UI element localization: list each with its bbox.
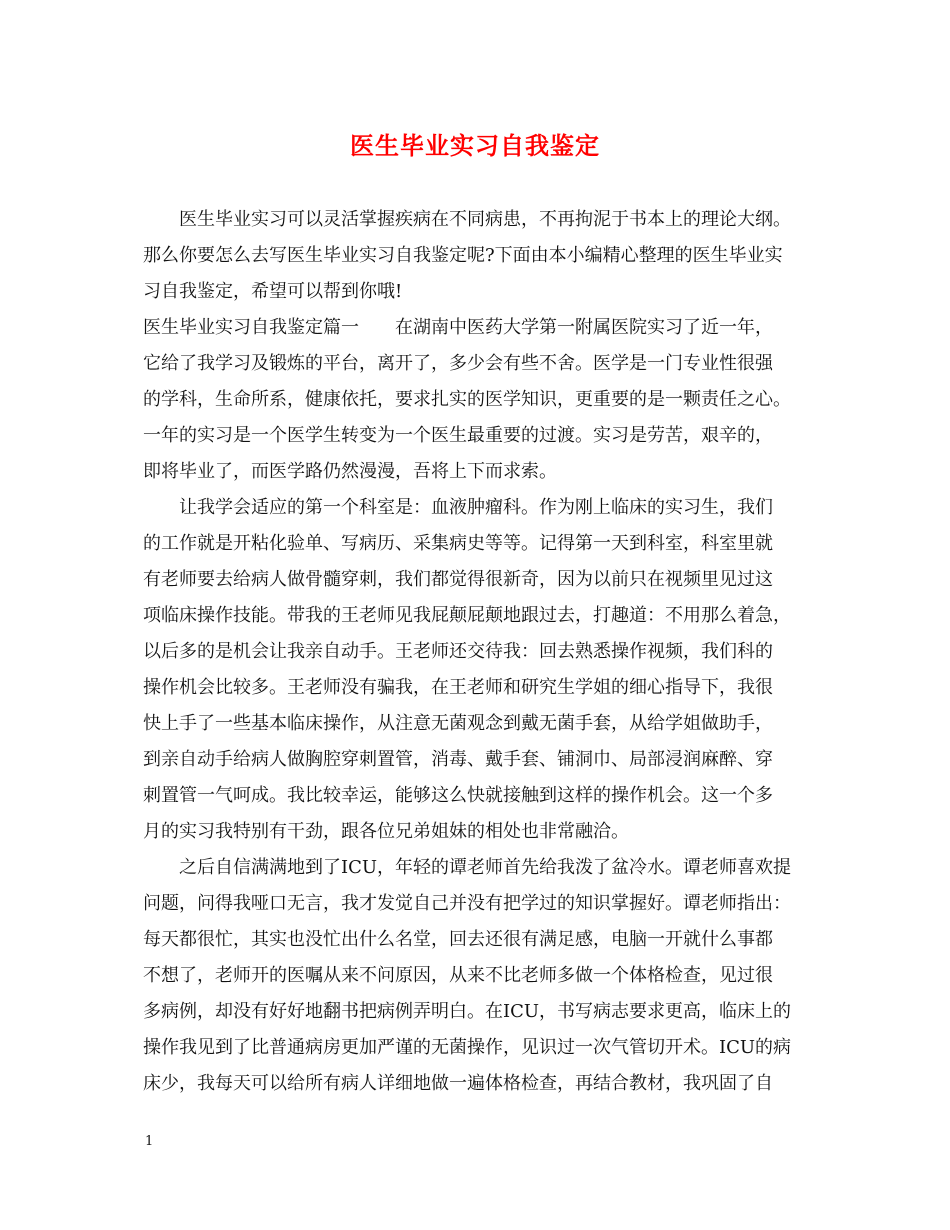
text-line: 刺置管一气呵成。我比较幸运，能够这么快就接触到这样的操作机会。这一个多 bbox=[143, 785, 773, 806]
text-line: 项临床操作技能。带我的王老师见我屁颠屁颠地跟过去，打趣道：不用那么着急， bbox=[143, 605, 791, 626]
text-line: 床少，我每天可以给所有病人详细地做一遍体格检查，再结合教材，我巩固了自 bbox=[143, 1073, 773, 1094]
text-line: 之后自信满满地到了ICU，年轻的谭老师首先给我泼了盆冷水。谭老师喜欢提 bbox=[179, 857, 792, 878]
text-line: 多病例，却没有好好地翻书把病例弄明白。在ICU，书写病志要求更高，临床上的 bbox=[143, 1001, 792, 1022]
text-line: 习自我鉴定，希望可以帮到你哦! bbox=[143, 281, 403, 302]
text-line: 快上手了一些基本临床操作，从注意无菌观念到戴无菌手套，从给学姐做助手， bbox=[143, 713, 773, 734]
text-line: 的工作就是开粘化验单、写病历、采集病史等等。记得第一天到科室，科室里就 bbox=[143, 533, 773, 554]
text-line: 它给了我学习及锻炼的平台，离开了，多少会有些不舍。医学是一门专业性很强 bbox=[143, 353, 773, 374]
text-line: 到亲自动手给病人做胸腔穿刺置管，消毒、戴手套、铺洞巾、局部浸润麻醉、穿 bbox=[143, 749, 773, 770]
text-line: 医生毕业实习可以灵活掌握疾病在不同病患，不再拘泥于书本上的理论大纲。 bbox=[179, 209, 791, 230]
text-line: 月的实习我特别有干劲，跟各位兄弟姐妹的相处也非常融洽。 bbox=[143, 821, 629, 842]
text-line: 那么你要怎么去写医生毕业实习自我鉴定呢?下面由本小编精心整理的医生毕业实 bbox=[143, 245, 783, 266]
text-line: 一年的实习是一个医学生转变为一个医生最重要的过渡。实习是劳苦，艰辛的， bbox=[143, 425, 773, 446]
text-line: 不想了，老师开的医嘱从来不问原因，从来不比老师多做一个体格检查，见过很 bbox=[143, 965, 773, 986]
page-title: 医生毕业实习自我鉴定 bbox=[350, 131, 600, 160]
text-line: 每天都很忙，其实也没忙出什么名堂，回去还很有满足感，电脑一开就什么事都 bbox=[143, 929, 773, 950]
text-line: 操作机会比较多。王老师没有骗我，在王老师和研究生学姐的细心指导下，我很 bbox=[143, 677, 773, 698]
text-line: 医生毕业实习自我鉴定篇一 在湖南中医药大学第一附属医院实习了近一年， bbox=[143, 317, 773, 338]
text-line: 问题，问得我哑口无言，我才发觉自己并没有把学过的知识掌握好。谭老师指出： bbox=[143, 893, 791, 914]
text-line: 的学科，生命所系，健康依托，要求扎实的医学知识，更重要的是一颗责任之心。 bbox=[143, 389, 791, 410]
text-line: 即将毕业了，而医学路仍然漫漫，吾将上下而求索。 bbox=[143, 461, 557, 482]
text-line: 让我学会适应的第一个科室是：血液肿瘤科。作为刚上临床的实习生，我们 bbox=[179, 497, 773, 518]
text-line: 以后多的是机会让我亲自动手。王老师还交待我：回去熟悉操作视频，我们科的 bbox=[143, 641, 773, 662]
text-line: 操作我见到了比普通病房更加严谨的无菌操作，见识过一次气管切开术。ICU的病 bbox=[143, 1037, 792, 1058]
page-number: 1 bbox=[145, 1134, 154, 1149]
document-body bbox=[143, 202, 833, 1102]
text-line: 有老师要去给病人做骨髓穿刺，我们都觉得很新奇，因为以前只在视频里见过这 bbox=[143, 569, 773, 590]
